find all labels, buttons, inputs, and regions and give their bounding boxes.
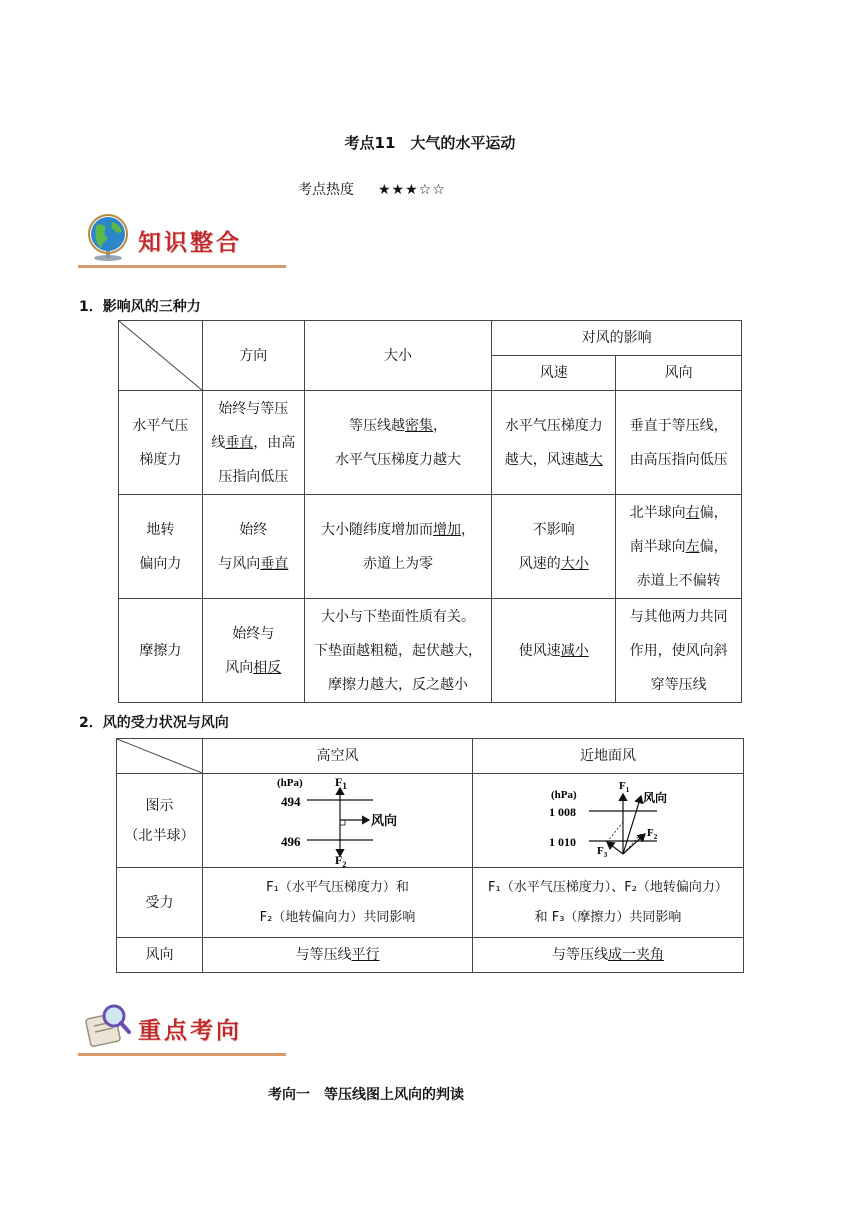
svg-text:494: 494	[281, 794, 301, 809]
heat-rating	[298, 179, 446, 199]
header-magnitude: 大小	[304, 321, 492, 391]
banner-underline	[78, 265, 286, 268]
svg-text:风向: 风向	[371, 814, 398, 829]
force-name: 水平气压 梯度力	[119, 391, 203, 495]
upper-wind-diagram	[203, 774, 471, 867]
row-label: 受力	[117, 868, 203, 938]
knowledge-banner	[78, 212, 286, 268]
force-direction: 始终 与风向垂直	[202, 495, 304, 599]
table-row	[119, 599, 742, 703]
section-heading: 2．风的受力状况与风向	[79, 715, 229, 731]
row-label: 图示 （北半球）	[117, 774, 203, 868]
surface-wind-direction: 与等压线成一夹角	[473, 938, 744, 973]
svg-text:1 008: 1 008	[549, 805, 576, 819]
table-row	[117, 774, 744, 868]
force-speed-effect: 水平气压梯度力 越大，风速越大	[492, 391, 616, 495]
upper-wind-direction: 与等压线平行	[203, 938, 473, 973]
table-row	[119, 495, 742, 599]
banner-title: 重点考向	[138, 1017, 242, 1044]
svg-text:F1: $F_1$	[619, 780, 630, 794]
force-speed-effect: 使风速减小	[492, 599, 616, 703]
header-winddir: 风向	[616, 356, 742, 391]
upper-wind-figure	[203, 774, 473, 868]
diagonal-header-cell	[119, 321, 203, 391]
force-winddir-effect: 北半球向右偏， 南半球向左偏， 赤道上不偏转	[616, 495, 742, 599]
table-row	[117, 868, 744, 938]
row-label: 风向	[117, 938, 203, 973]
svg-text:(hPa): (hPa)	[551, 789, 577, 801]
svg-text:F2: $F_2$	[647, 827, 658, 841]
force-direction: 始终与等压 线垂直，由高 压指向低压	[202, 391, 304, 495]
svg-text:496: 496	[281, 834, 301, 849]
globe-icon	[84, 214, 132, 262]
page-title: 考点11 大气的水平运动	[344, 134, 516, 152]
svg-text:风向: 风向	[643, 791, 668, 805]
upper-wind-forces: F₁（水平气压梯度力）和 F₂（地转偏向力）共同影响	[203, 868, 473, 938]
svg-text:F2: $F_2$	[335, 853, 347, 867]
force-speed-effect: 不影响 风速的大小	[492, 495, 616, 599]
surface-wind-forces: F₁（水平气压梯度力）、F₂（地转偏向力） 和 F₃（摩擦力）共同影响	[473, 868, 744, 938]
svg-text:1 010: 1 010	[549, 835, 576, 849]
section-heading: 1．影响风的三种力	[79, 299, 201, 315]
svg-text:F1: $F_1$	[335, 775, 347, 791]
focus-heading: 考向一 等压线图上风向的判读	[268, 1087, 464, 1103]
table-row	[117, 938, 744, 973]
surface-wind-figure	[473, 774, 744, 868]
force-name: 地转 偏向力	[119, 495, 203, 599]
header-direction: 方向	[202, 321, 304, 391]
force-direction: 始终与 风向相反	[202, 599, 304, 703]
table-row	[119, 391, 742, 495]
banner-title: 知识整合	[138, 229, 242, 256]
header-upper-wind: 高空风	[203, 739, 473, 774]
wind-forces-table	[116, 738, 744, 973]
header-effect: 对风的影响	[492, 321, 742, 356]
svg-text:F3: $F_3$	[597, 845, 608, 859]
focus-banner	[78, 1000, 286, 1056]
surface-wind-diagram	[473, 774, 742, 867]
svg-text:(hPa): (hPa)	[277, 777, 303, 789]
heat-label: 考点热度	[298, 182, 354, 198]
magnifier-icon	[84, 1002, 132, 1050]
header-surface-wind: 近地面风	[473, 739, 744, 774]
diagonal-header-cell	[117, 739, 203, 774]
force-magnitude: 大小随纬度增加而增加， 赤道上为零	[304, 495, 492, 599]
banner-underline	[78, 1053, 286, 1056]
force-winddir-effect: 与其他两力共同 作用，使风向斜 穿等压线	[616, 599, 742, 703]
force-name: 摩擦力	[119, 599, 203, 703]
forces-table	[118, 320, 742, 703]
force-magnitude: 等压线越密集， 水平气压梯度力越大	[304, 391, 492, 495]
force-winddir-effect: 垂直于等压线， 由高压指向低压	[616, 391, 742, 495]
heat-stars: ★★★☆☆	[378, 182, 446, 198]
header-speed: 风速	[492, 356, 616, 391]
force-magnitude: 大小与下垫面性质有关。 下垫面越粗糙，起伏越大， 摩擦力越大，反之越小	[304, 599, 492, 703]
